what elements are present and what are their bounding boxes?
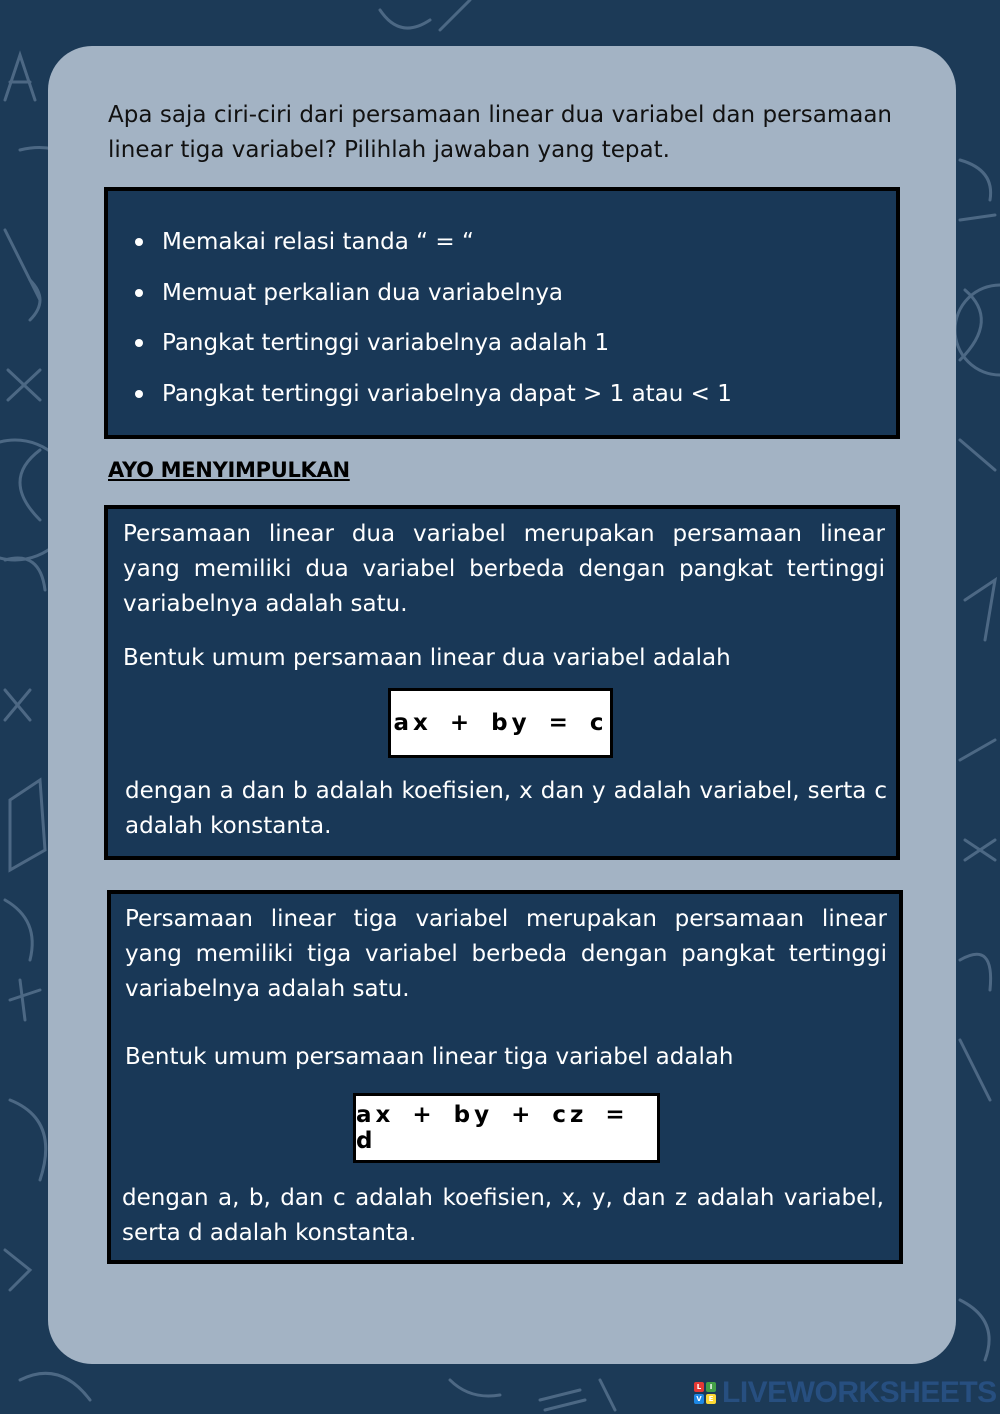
question-text: Apa saja ciri-ciri dari persamaan linear dua variabel dan persamaan linear tiga variabel? Pilihlah jawaban yang tepat. <box>108 102 892 163</box>
options-box <box>104 187 900 439</box>
two-variable-definition: Persamaan linear dua variabel merupakan persamaan linear yang memiliki dua variabel berbeda dengan pangkat tertinggi variabelnya adalah satu. <box>123 521 885 617</box>
liveworksheets-logo[interactable] <box>694 1376 997 1410</box>
option-label: Pangkat tertinggi variabelnya adalah 1 <box>162 330 610 356</box>
three-variable-form-intro: Bentuk umum persamaan linear tiga variabel adalah <box>125 1044 734 1070</box>
logo-letter: E <box>706 1394 716 1404</box>
logo-text: LIVEWORKSHEETS <box>722 1376 997 1409</box>
bullet-icon <box>135 289 143 297</box>
bullet-icon <box>135 238 143 246</box>
option-item[interactable] <box>132 217 896 268</box>
option-item[interactable] <box>132 318 896 369</box>
bullet-icon <box>135 390 143 398</box>
options-list <box>108 191 896 419</box>
option-item[interactable] <box>132 369 896 420</box>
two-variable-form-intro: Bentuk umum persamaan linear dua variabel adalah <box>123 645 731 671</box>
bullet-icon <box>135 339 143 347</box>
logo-letter: I <box>706 1382 716 1392</box>
option-label: Pangkat tertinggi variabelnya dapat > 1 atau < 1 <box>162 380 732 407</box>
option-item[interactable] <box>132 268 896 319</box>
three-variable-explanation: dengan a, b, dan c adalah koefisien, x, y, dan z adalah variabel, serta d adalah konstanta. <box>122 1185 884 1246</box>
logo-letter: L <box>694 1382 704 1392</box>
section-heading: AYO MENYIMPULKAN <box>108 458 350 482</box>
three-variable-box <box>107 890 903 1264</box>
two-variable-box <box>104 505 900 860</box>
option-label: Memakai relasi tanda “ = “ <box>162 229 474 255</box>
two-variable-explanation: dengan a dan b adalah koefisien, x dan y adalah variabel, serta c adalah konstanta. <box>125 778 887 839</box>
three-variable-formula: ax + by + cz = d <box>353 1093 660 1163</box>
logo-letter: V <box>694 1394 704 1404</box>
three-variable-definition: Persamaan linear tiga variabel merupakan persamaan linear yang memiliki tiga variabel berbeda dengan pangkat tertinggi variabelnya adalah satu. <box>125 906 887 1002</box>
logo-grid-icon <box>694 1382 716 1404</box>
two-variable-formula: ax + by = c <box>388 688 613 758</box>
option-label: Memuat perkalian dua variabelnya <box>162 279 564 306</box>
